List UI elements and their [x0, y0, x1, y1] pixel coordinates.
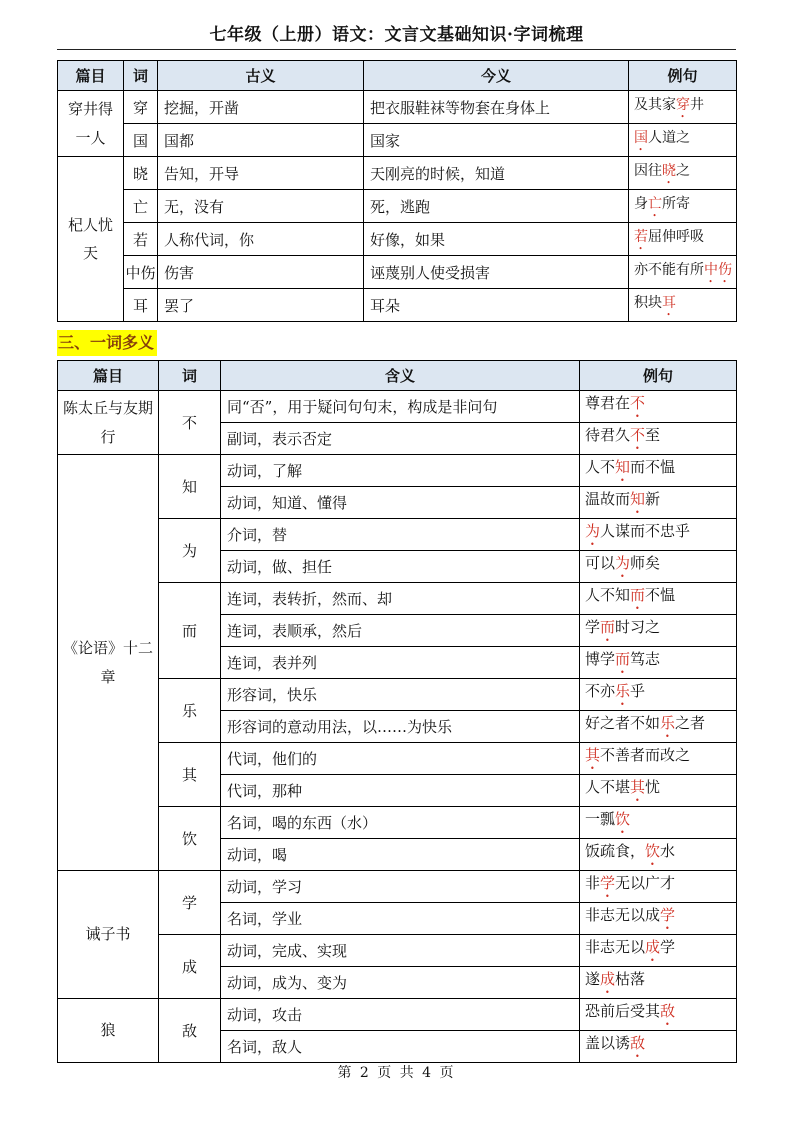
- example-text: 所寄: [662, 195, 690, 212]
- meaning-cell: 动词，学习: [221, 871, 580, 903]
- meaning-cell: 名词，喝的东西（水）: [221, 807, 580, 839]
- word-cell: 饮: [159, 807, 221, 871]
- emphasized-char: 为: [615, 554, 631, 572]
- meaning-cell: 名词，敌人: [221, 1031, 580, 1063]
- emphasized-char: 成: [600, 970, 616, 988]
- example-text: 屈伸呼吸: [648, 228, 704, 245]
- word-cell: 而: [159, 583, 221, 679]
- table-row: [58, 935, 737, 967]
- column-header: 例句: [629, 61, 737, 91]
- section-heading: [57, 330, 736, 356]
- group-title-cell: 诫子书: [58, 871, 159, 999]
- table-header-row: [58, 61, 737, 91]
- emphasized-char: 饮: [615, 810, 631, 828]
- group-title-cell: 《论语》十二章: [58, 455, 159, 871]
- meaning-cell: 同“否”，用于疑问句句末，构成是非问句: [221, 391, 580, 423]
- meaning-cell: 副词，表示否定: [221, 423, 580, 455]
- example-text: 人道之: [648, 129, 690, 146]
- example-cell: [580, 391, 737, 423]
- table-row: [58, 157, 737, 190]
- emphasized-char: 耳: [662, 294, 676, 311]
- column-header: 词: [124, 61, 158, 91]
- emphasized-char: 而: [630, 586, 646, 604]
- table-header-row: [58, 361, 737, 391]
- table-row: [58, 124, 737, 157]
- table-row: [58, 583, 737, 615]
- emphasized-char: 饮: [645, 842, 661, 860]
- emphasized-char: 成: [645, 938, 661, 956]
- word-cell: 晓: [124, 157, 158, 190]
- table-row: [58, 91, 737, 124]
- example-text: 非: [585, 874, 601, 892]
- word-cell: 为: [159, 519, 221, 583]
- emphasized-char: 乐: [615, 682, 631, 700]
- example-cell: [629, 157, 737, 190]
- meaning-cell: 耳朵: [364, 289, 629, 322]
- example-text: 及其家: [634, 96, 676, 113]
- meaning-cell: 连词，表并列: [221, 647, 580, 679]
- table-row: [58, 743, 737, 775]
- emphasized-char: 而: [600, 618, 616, 636]
- meaning-cell: 名词，学业: [221, 903, 580, 935]
- meaning-cell: 国都: [158, 124, 364, 157]
- emphasized-char: 不: [630, 426, 646, 444]
- group-title-cell: 陈太丘与友期行: [58, 391, 159, 455]
- table-row: [58, 223, 737, 256]
- ancient-modern-table: [57, 60, 737, 322]
- meaning-cell: 挖掘，开凿: [158, 91, 364, 124]
- example-text: 盖以诱: [585, 1034, 631, 1052]
- table-row: [58, 807, 737, 839]
- emphasized-char: 敌: [660, 1002, 676, 1020]
- word-cell: 中伤: [124, 256, 158, 289]
- example-text: 因往: [634, 162, 662, 179]
- meaning-cell: 天刚亮的时候，知道: [364, 157, 629, 190]
- example-text: 温故而: [585, 490, 631, 508]
- example-text: 新: [645, 490, 661, 508]
- example-text: 学: [660, 938, 676, 956]
- meaning-cell: 无，没有: [158, 190, 364, 223]
- example-text: 之: [676, 162, 690, 179]
- column-header: 词: [159, 361, 221, 391]
- example-text: 博学: [585, 650, 616, 668]
- example-cell: [580, 583, 737, 615]
- polysemy-table: [57, 360, 737, 1063]
- meaning-cell: 连词，表转折，然而、却: [221, 583, 580, 615]
- meaning-cell: 介词，替: [221, 519, 580, 551]
- emphasized-char: 亡: [648, 195, 662, 212]
- example-cell: [580, 935, 737, 967]
- meaning-cell: 告知，开导: [158, 157, 364, 190]
- section-heading-text: 三、一词多义: [57, 330, 157, 356]
- word-cell: 知: [159, 455, 221, 519]
- example-text: 不亦: [585, 682, 616, 700]
- example-text: 忧: [645, 778, 661, 796]
- example-cell: [629, 91, 737, 124]
- word-cell: 耳: [124, 289, 158, 322]
- emphasized-char: 学: [600, 874, 616, 892]
- emphasized-char: 中伤: [704, 261, 732, 278]
- example-text: 好之者不如: [585, 714, 661, 732]
- example-cell: [580, 743, 737, 775]
- example-text: 枯落: [615, 970, 646, 988]
- example-cell: [580, 839, 737, 871]
- example-cell: [580, 519, 737, 551]
- page-number: 第 2 页 共 4 页: [337, 1065, 456, 1081]
- meaning-cell: 把衣服鞋袜等物套在身体上: [364, 91, 629, 124]
- example-text: 师矣: [630, 554, 661, 572]
- example-cell: [580, 679, 737, 711]
- meaning-cell: 连词，表顺承，然后: [221, 615, 580, 647]
- word-cell: 不: [159, 391, 221, 455]
- emphasized-char: 其: [585, 746, 601, 764]
- emphasized-char: 知: [615, 458, 631, 476]
- example-text: 一瓢: [585, 810, 616, 828]
- word-cell: 穿: [124, 91, 158, 124]
- word-cell: 乐: [159, 679, 221, 743]
- example-cell: [629, 223, 737, 256]
- meaning-cell: 动词，做、担任: [221, 551, 580, 583]
- example-text: 之者: [675, 714, 706, 732]
- meaning-cell: 国家: [364, 124, 629, 157]
- doc-title: 七年级（上册）语文：文言文基础知识·字词梳理: [209, 25, 584, 45]
- column-header: 例句: [580, 361, 737, 391]
- meaning-cell: 动词，攻击: [221, 999, 580, 1031]
- meaning-cell: 动词，成为、变为: [221, 967, 580, 999]
- emphasized-char: 为: [585, 522, 601, 540]
- example-text: 待君久: [585, 426, 631, 444]
- example-text: 不愠: [645, 586, 676, 604]
- emphasized-char: 敌: [630, 1034, 646, 1052]
- example-text: 人不: [585, 458, 616, 476]
- example-text: 至: [645, 426, 661, 444]
- meaning-cell: 形容词，快乐: [221, 679, 580, 711]
- word-cell: 学: [159, 871, 221, 935]
- emphasized-char: 乐: [660, 714, 676, 732]
- table-row: [58, 256, 737, 289]
- emphasized-char: 穿: [676, 96, 690, 113]
- emphasized-char: 学: [660, 906, 676, 924]
- example-cell: [580, 903, 737, 935]
- emphasized-char: 不: [630, 394, 646, 412]
- meaning-cell: 动词，喝: [221, 839, 580, 871]
- example-text: 饭疏食，: [585, 842, 646, 860]
- table-header-row: [58, 361, 737, 391]
- example-cell: [580, 455, 737, 487]
- table-row: [58, 871, 737, 903]
- table-row: [58, 190, 737, 223]
- example-cell: [580, 615, 737, 647]
- example-text: 遂: [585, 970, 601, 988]
- example-text: 井: [690, 96, 704, 113]
- example-text: 人不知: [585, 586, 631, 604]
- meaning-cell: 伤害: [158, 256, 364, 289]
- column-header: 今义: [364, 61, 629, 91]
- column-header: 含义: [221, 361, 580, 391]
- column-header: 篇目: [58, 361, 159, 391]
- table-row: [58, 455, 737, 487]
- emphasized-char: 其: [630, 778, 646, 796]
- table-row: [58, 289, 737, 322]
- meaning-cell: 罢了: [158, 289, 364, 322]
- example-text: 亦不能有所: [634, 261, 704, 278]
- example-cell: [580, 999, 737, 1031]
- emphasized-char: 而: [615, 650, 631, 668]
- example-text: 时习之: [615, 618, 661, 636]
- example-cell: [580, 423, 737, 455]
- example-text: 可以: [585, 554, 616, 572]
- example-cell: [580, 967, 737, 999]
- table-row: [58, 999, 737, 1031]
- emphasized-char: 若: [634, 228, 648, 245]
- example-text: 身: [634, 195, 648, 212]
- meaning-cell: 死，逃跑: [364, 190, 629, 223]
- table-header-row: [58, 61, 737, 91]
- meaning-cell: 动词，完成、实现: [221, 935, 580, 967]
- meaning-cell: 代词，那种: [221, 775, 580, 807]
- group-title-cell: 穿井得一人: [58, 91, 124, 157]
- meaning-cell: 动词，知道、懂得: [221, 487, 580, 519]
- table-row: [58, 679, 737, 711]
- example-cell: [580, 807, 737, 839]
- example-text: 积块: [634, 294, 662, 311]
- example-cell: [580, 1031, 737, 1063]
- group-title-cell: 杞人忧天: [58, 157, 124, 322]
- example-text: 笃志: [630, 650, 661, 668]
- example-text: 而不愠: [630, 458, 676, 476]
- doc-header: [57, 20, 736, 50]
- example-cell: [580, 711, 737, 743]
- meaning-cell: 动词，了解: [221, 455, 580, 487]
- example-cell: [629, 256, 737, 289]
- word-cell: 敌: [159, 999, 221, 1063]
- example-text: 非志无以: [585, 938, 646, 956]
- meaning-cell: 好像，如果: [364, 223, 629, 256]
- emphasized-char: 晓: [662, 162, 676, 179]
- example-text: 不善者而改之: [600, 746, 691, 764]
- example-cell: [580, 551, 737, 583]
- example-text: 尊君在: [585, 394, 631, 412]
- word-cell: 若: [124, 223, 158, 256]
- example-text: 人不堪: [585, 778, 631, 796]
- example-cell: [629, 289, 737, 322]
- example-text: 无以广才: [615, 874, 676, 892]
- table-row: [58, 519, 737, 551]
- example-cell: [580, 647, 737, 679]
- example-cell: [580, 775, 737, 807]
- meaning-cell: 形容词的意动用法，以……为快乐: [221, 711, 580, 743]
- example-cell: [629, 124, 737, 157]
- example-text: 学: [585, 618, 601, 636]
- column-header: 篇目: [58, 61, 124, 91]
- meaning-cell: 人称代词，你: [158, 223, 364, 256]
- document-page: [57, 0, 736, 1063]
- example-text: 水: [660, 842, 676, 860]
- example-text: 非志无以成: [585, 906, 661, 924]
- example-cell: [629, 190, 737, 223]
- table-row: [58, 391, 737, 423]
- emphasized-char: 国: [634, 129, 648, 146]
- example-text: 恐前后受其: [585, 1002, 661, 1020]
- example-cell: [580, 871, 737, 903]
- group-title-cell: 狼: [58, 999, 159, 1063]
- word-cell: 成: [159, 935, 221, 999]
- meaning-cell: 诬蔑别人使受损害: [364, 256, 629, 289]
- column-header: 古义: [158, 61, 364, 91]
- example-text: 乎: [630, 682, 646, 700]
- example-text: 人谋而不忠乎: [600, 522, 691, 540]
- word-cell: 国: [124, 124, 158, 157]
- word-cell: 其: [159, 743, 221, 807]
- emphasized-char: 知: [630, 490, 646, 508]
- word-cell: 亡: [124, 190, 158, 223]
- meaning-cell: 代词，他们的: [221, 743, 580, 775]
- example-cell: [580, 487, 737, 519]
